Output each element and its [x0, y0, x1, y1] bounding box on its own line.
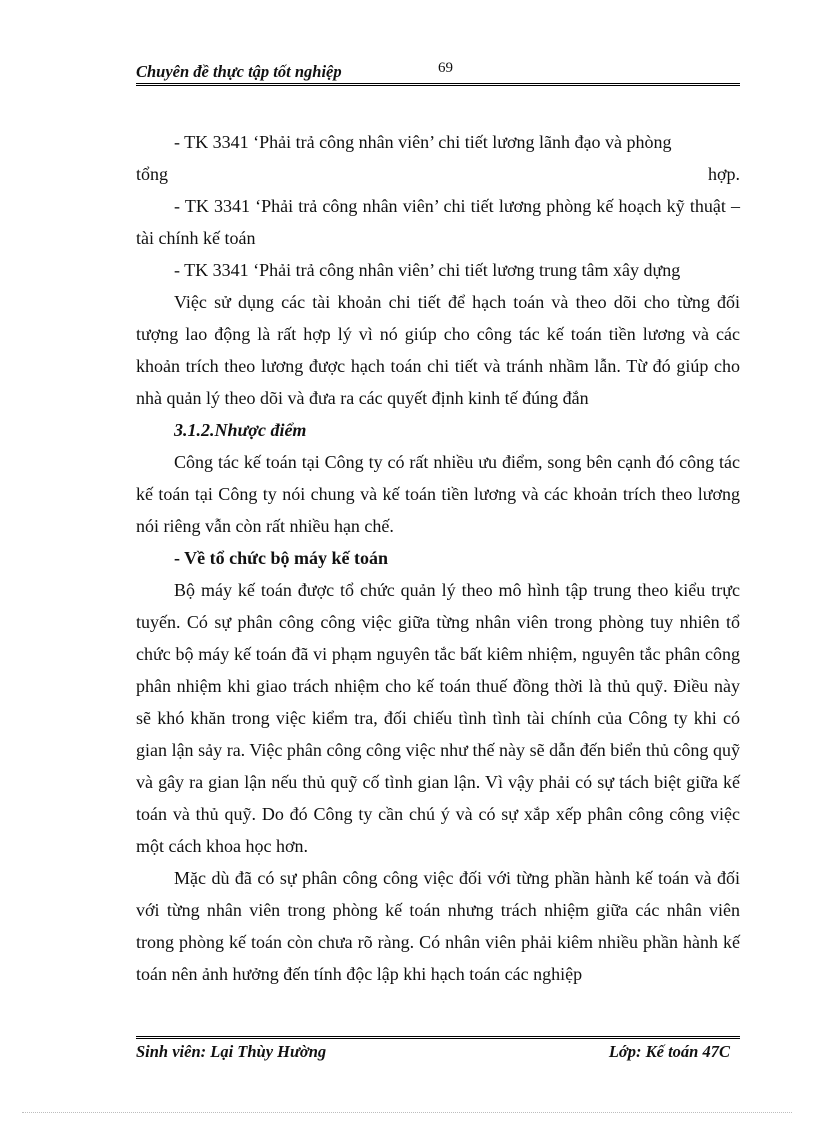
document-body: [136, 126, 740, 990]
section-heading-weaknesses: 3.1.2.Nhược điểm: [174, 420, 307, 440]
subheading-organization: - Về tổ chức bộ máy kế toán: [174, 548, 388, 568]
paragraph-organization: Bộ máy kế toán được tổ chức quản lý theo mô hình tập trung theo kiểu trực tuyến. Có sự phân công công việc giữa từng nhân viên trong phòng tuy nhiên tổ chức bộ máy kế toán đã vi phạm nguyên tắc bất kiêm nhiệm, nguyên tắc phân công phân nhiệm khi giao trách nhiệm cho kế toán thuế đồng thời là thủ quỹ. Điều này sẽ khó khăn trong việc kiểm tra, đối chiếu tình tình tài chính của Công ty khi có gian lận sảy ra. Việc phân công công việc như thế này sẽ dẫn đến biển thủ công quỹ và gây ra gian lận nếu thủ quỹ cố tình gian lận. Vì vậy phải có sự tách biệt giữa kế toán và thủ quỹ. Do đó Công ty cần chú ý và có sự xắp xếp phân công công việc một cách khoa học hơn.: [136, 580, 740, 856]
paragraph-limitations: Công tác kế toán tại Công ty có rất nhiều ưu điểm, song bên cạnh đó công tác kế toán tại Công ty nói chung và kế toán tiền lương và các khoản trích theo lương nói riêng vẫn còn rất nhiều hạn chế.: [136, 452, 740, 536]
paragraph-responsibilities: Mặc dù đã có sự phân công công việc đối với từng phần hành kế toán và đối với từng nhân viên trong phòng kế toán nhưng trách nhiệm giữa các nhân viên trong phòng kế toán còn chưa rõ ràng. Có nhân viên phải kiêm nhiều phần hành kế toán nên ảnh hưởng đến tính độc lập khi hạch toán các nghiệp: [136, 868, 740, 984]
account-line-leadership: - TK 3341 ‘Phải trả công nhân viên’ chi tiết lương lãnh đạo và phòng: [174, 132, 672, 152]
page-footer: [136, 1042, 740, 1066]
continuation-right: hợp.: [707, 164, 740, 184]
header-rule: [136, 83, 740, 86]
account-line-continuation: [136, 158, 740, 190]
page-number: 69: [438, 60, 453, 76]
footer-class: Lớp: Kế toán 47C: [608, 1042, 730, 1061]
account-line-construction: - TK 3341 ‘Phải trả công nhân viên’ chi tiết lương trung tâm xây dựng: [174, 260, 681, 280]
header-title: Chuyên đề thực tập tốt nghiệp: [136, 62, 342, 81]
footer-student-name: Sinh viên: Lại Thùy Hường: [136, 1042, 327, 1061]
account-line-planning: - TK 3341 ‘Phải trả công nhân viên’ chi tiết lương phòng kế hoạch kỹ thuật – tài chính kế toán: [136, 196, 740, 248]
continuation-left: tổng: [136, 164, 169, 184]
footer-rule: [136, 1036, 740, 1039]
page-bottom-border: [22, 1112, 792, 1113]
paragraph-detail-accounts: Việc sử dụng các tài khoản chi tiết để hạch toán và theo dõi cho từng đối tượng lao động là rất hợp lý vì nó giúp cho công tác kế toán tiền lương và các khoản trích theo lương được hạch toán chi tiết và tránh nhầm lẫn. Từ đó giúp cho nhà quản lý theo dõi và đưa ra các quyết định kinh tế đúng đắn: [136, 292, 740, 408]
